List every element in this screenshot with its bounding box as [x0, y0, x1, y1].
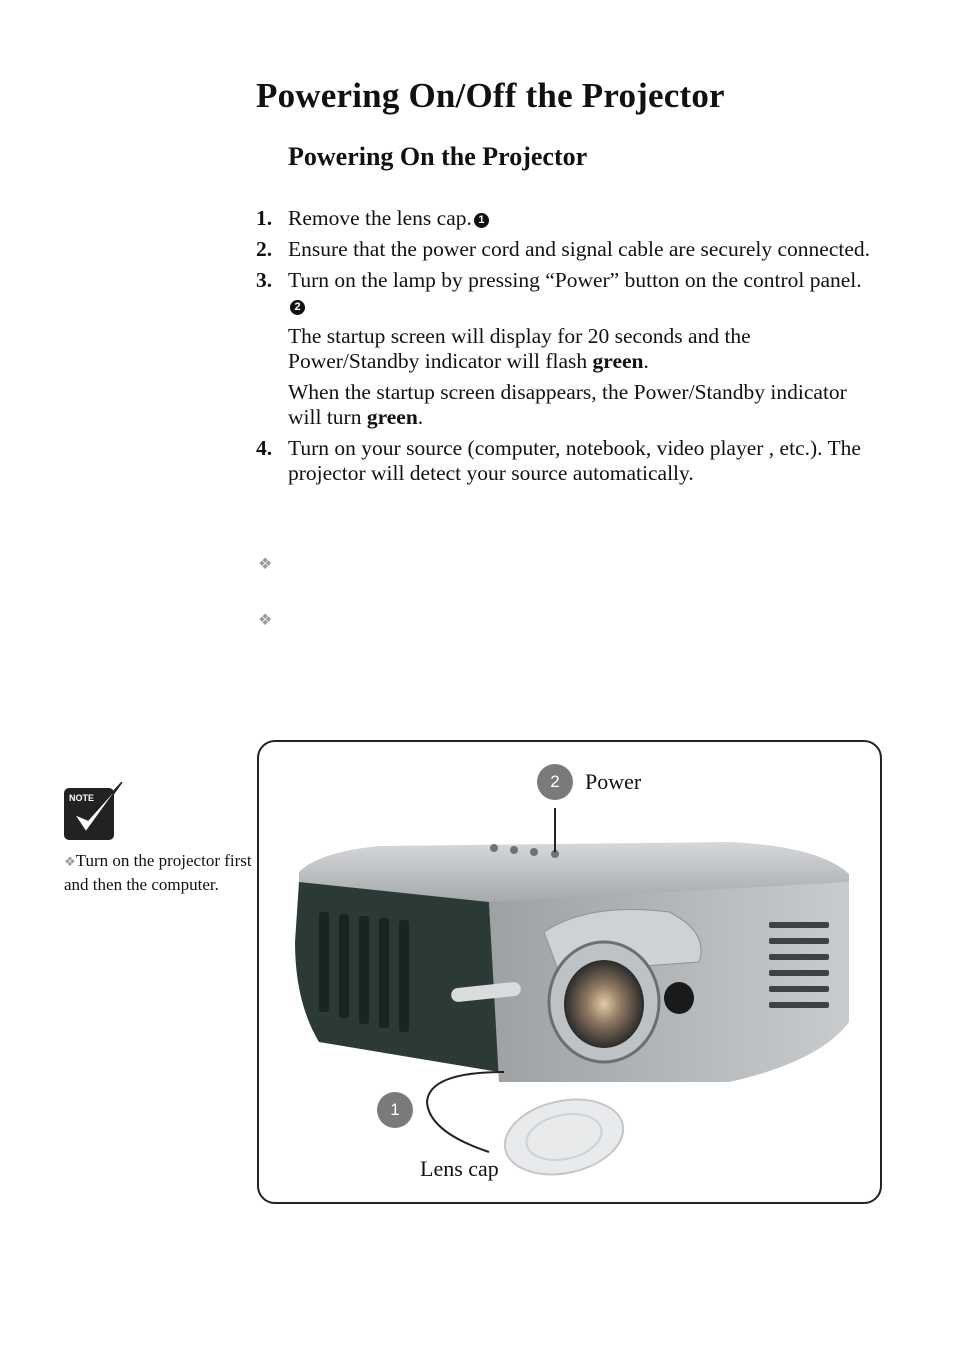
- projector-figure: [257, 740, 882, 1204]
- power-label: Power: [585, 769, 642, 794]
- step-number: 1.: [256, 206, 273, 230]
- diamond-bullet-icon: ❖: [258, 556, 273, 573]
- step-text: Ensure that the power cord and signal cable are securely connected.: [288, 237, 871, 261]
- callout-1-icon: 1: [377, 1092, 413, 1128]
- step-text: Turn on your source (computer, notebook, video player , etc.). The projector will detect your source automatically.: [288, 436, 861, 485]
- steps-list: [256, 206, 876, 492]
- note-check-icon: [64, 782, 124, 842]
- svg-text:NOTE: NOTE: [69, 793, 95, 803]
- step-4: [256, 436, 876, 486]
- step-2: [256, 237, 876, 262]
- step-text: Turn on the lamp by pressing “Power” button on the control panel.: [288, 268, 862, 292]
- step-number: 2.: [256, 237, 273, 261]
- section-title: Powering On the Projector: [288, 142, 588, 171]
- step-number: 3.: [256, 268, 273, 292]
- step-number: 4.: [256, 436, 273, 460]
- diamond-bullet-icon: ❖: [64, 854, 76, 869]
- projector-illustration: [259, 742, 882, 1204]
- step-3-detail-2: When the startup screen disappears, the Power/Standby indicator will turn green.: [288, 380, 847, 429]
- step-1: [256, 206, 876, 231]
- side-note: [64, 849, 259, 896]
- diamond-bullet-icon: ❖: [258, 612, 273, 629]
- step-3: [256, 268, 876, 430]
- side-note-text: Turn on the projector first and then the computer.: [64, 851, 252, 894]
- marker-2-icon: 2: [290, 300, 305, 315]
- page-title: Powering On/Off the Projector: [256, 76, 725, 115]
- step-text: Remove the lens cap.: [288, 206, 472, 230]
- callout-2-icon: 2: [537, 764, 573, 800]
- step-3-detail-1: The startup screen will display for 20 seconds and the Power/Standby indicator will flash green.: [288, 324, 751, 373]
- lens-cap-label: Lens cap: [420, 1156, 499, 1181]
- marker-1-icon: 1: [474, 213, 489, 228]
